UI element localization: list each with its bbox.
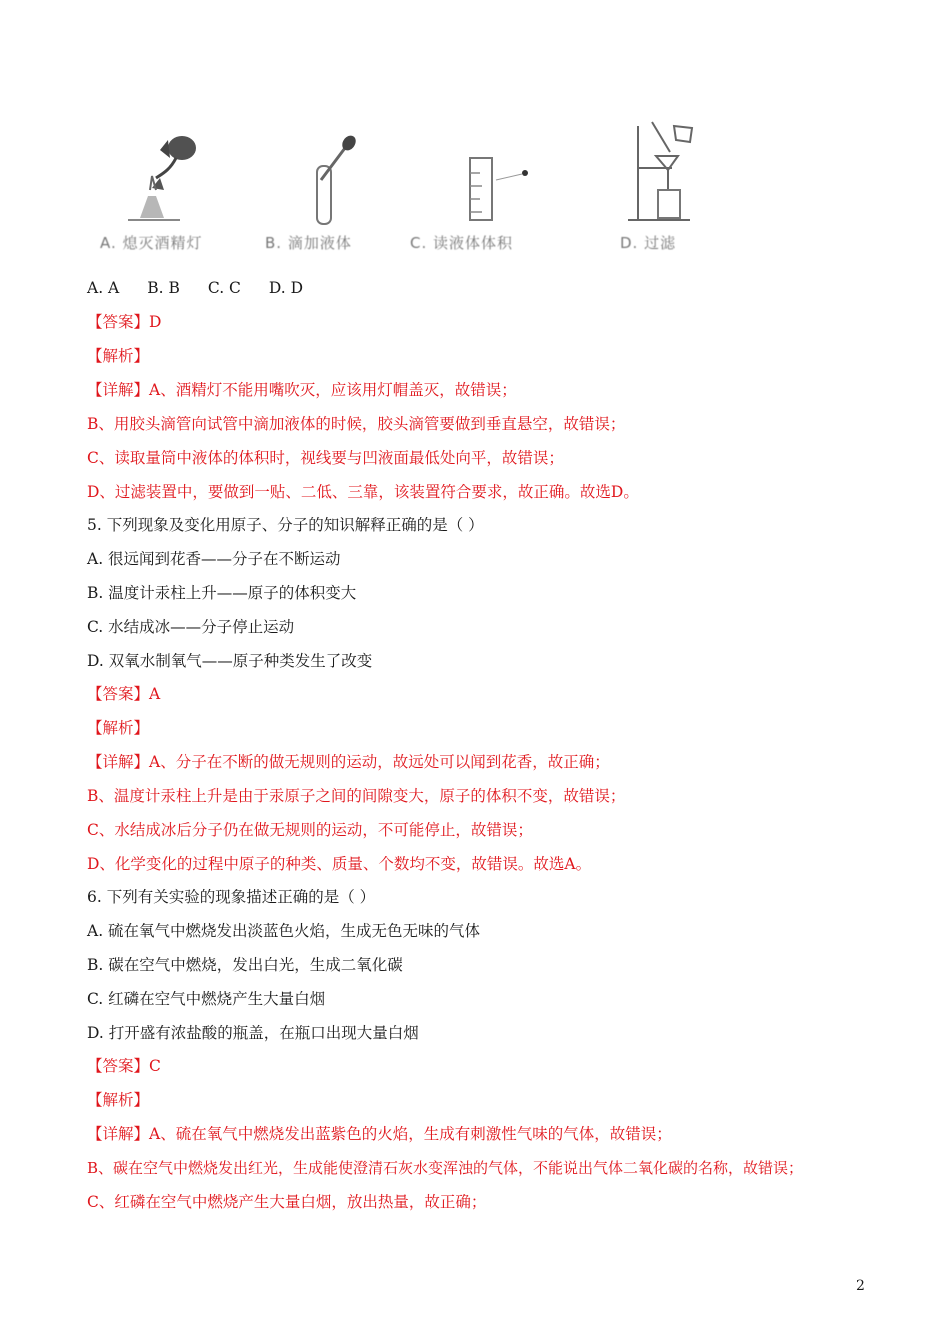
answer-tag: 【答案】 [87,313,150,331]
answer-value: A [149,685,161,703]
q4-answer-line [87,312,161,332]
q4-detail-line-3: C、读取量筒中液体的体积时，视线要与凹液面最低处向平，故错误； [87,449,564,467]
q5-detail-line-2: B、温度计汞柱上升是由于汞原子之间的间隙变大，原子的体积不变，故错误； [87,787,626,805]
q4-analysis-tag: 【解析】 [87,347,150,365]
q4-detail-line-4: D、过滤装置中，要做到一贴、二低、三靠，该装置符合要求，故正确。故选D。 [87,483,639,501]
detail-text: A、酒精灯不能用嘴吹灭，应该用灯帽盖灭，故错误； [149,381,517,399]
figure-c-read-volume [410,118,560,263]
figure-caption-b: B. 滴加液体 [265,234,352,252]
q4-option-b: B. B [147,279,180,297]
q4-detail-line-2: B、用胶头滴管向试管中滴加液体的时候，胶头滴管要做到垂直悬空，故错误； [87,415,626,433]
page-number: 2 [856,1278,865,1294]
q4-options [87,278,331,298]
answer-tag: 【答案】 [87,685,150,703]
q5-option-a: A. 很远闻到花香——分子在不断运动 [87,550,341,568]
answer-tag: 【答案】 [87,1057,150,1075]
apparatus-figure [90,118,710,263]
q4-option-c: C. C [207,279,241,297]
figure-b-add-liquid [265,118,395,263]
q5-option-c: C. 水结成冰——分子停止运动 [87,618,295,636]
answer-value: D [149,313,162,331]
q4-option-a: A. A [87,279,120,297]
q6-detail-line-3: C、红磷在空气中燃烧产生大量白烟，放出热量，故正确； [87,1193,487,1211]
figure-caption-c: C. 读液体体积 [410,234,514,252]
graduated-cylinder-illustration [410,118,560,233]
q5-detail-line-4: D、化学变化的过程中原子的种类、质量、个数均不变，故错误。故选A。 [87,855,592,873]
q6-answer-line [87,1056,161,1076]
q5-detail-line-1 [87,752,610,772]
figure-d-filtration [590,118,710,263]
filtration-stand-illustration [590,118,710,233]
q6-detail-line-2: B、碳在空气中燃烧发出红光，生成能使澄清石灰水变浑浊的气体，不能说出气体二氧化碳的名称，故错误； [87,1159,804,1177]
q4-detail-line-1 [87,380,517,400]
figure-caption-d: D. 过滤 [620,234,677,252]
figure-caption-a: A. 熄灭酒精灯 [100,234,203,252]
q6-option-b: B. 碳在空气中燃烧，发出白光，生成二氧化碳 [87,956,403,974]
answer-value: C [149,1057,161,1075]
q5-analysis-tag: 【解析】 [87,719,150,737]
q6-option-c: C. 红磷在空气中燃烧产生大量白烟 [87,990,326,1008]
blowing-lamp-illustration [90,118,240,233]
q5-option-b: B. 温度计汞柱上升——原子的体积变大 [87,584,357,602]
q6-analysis-tag: 【解析】 [87,1091,150,1109]
q5-stem: 5. 下列现象及变化用原子、分子的知识解释正确的是（ ） [87,516,484,534]
q5-answer-line [87,684,160,704]
detail-text: A、硫在氧气中燃烧发出蓝紫色的火焰，生成有刺激性气味的气体，故错误； [149,1125,672,1143]
q6-option-d: D. 打开盛有浓盐酸的瓶盖，在瓶口出现大量白烟 [87,1024,419,1042]
q5-option-d: D. 双氧水制氧气——原子种类发生了改变 [87,652,373,670]
dropper-test-tube-illustration [265,118,395,233]
q6-stem: 6. 下列有关实验的现象描述正确的是（ ） [87,888,376,906]
detail-text: A、分子在不断的做无规则的运动，故远处可以闻到花香，故正确； [149,753,610,771]
figure-a-extinguish-lamp [90,118,240,263]
q5-detail-line-3: C、水结成冰后分子仍在做无规则的运动，不可能停止，故错误； [87,821,533,839]
detail-tag: 【详解】 [87,381,150,399]
detail-tag: 【详解】 [87,753,150,771]
q6-option-a: A. 硫在氧气中燃烧发出淡蓝色火焰，生成无色无味的气体 [87,922,481,940]
detail-tag: 【详解】 [87,1125,150,1143]
q6-detail-line-1 [87,1124,672,1144]
q4-option-d: D. D [268,279,304,297]
